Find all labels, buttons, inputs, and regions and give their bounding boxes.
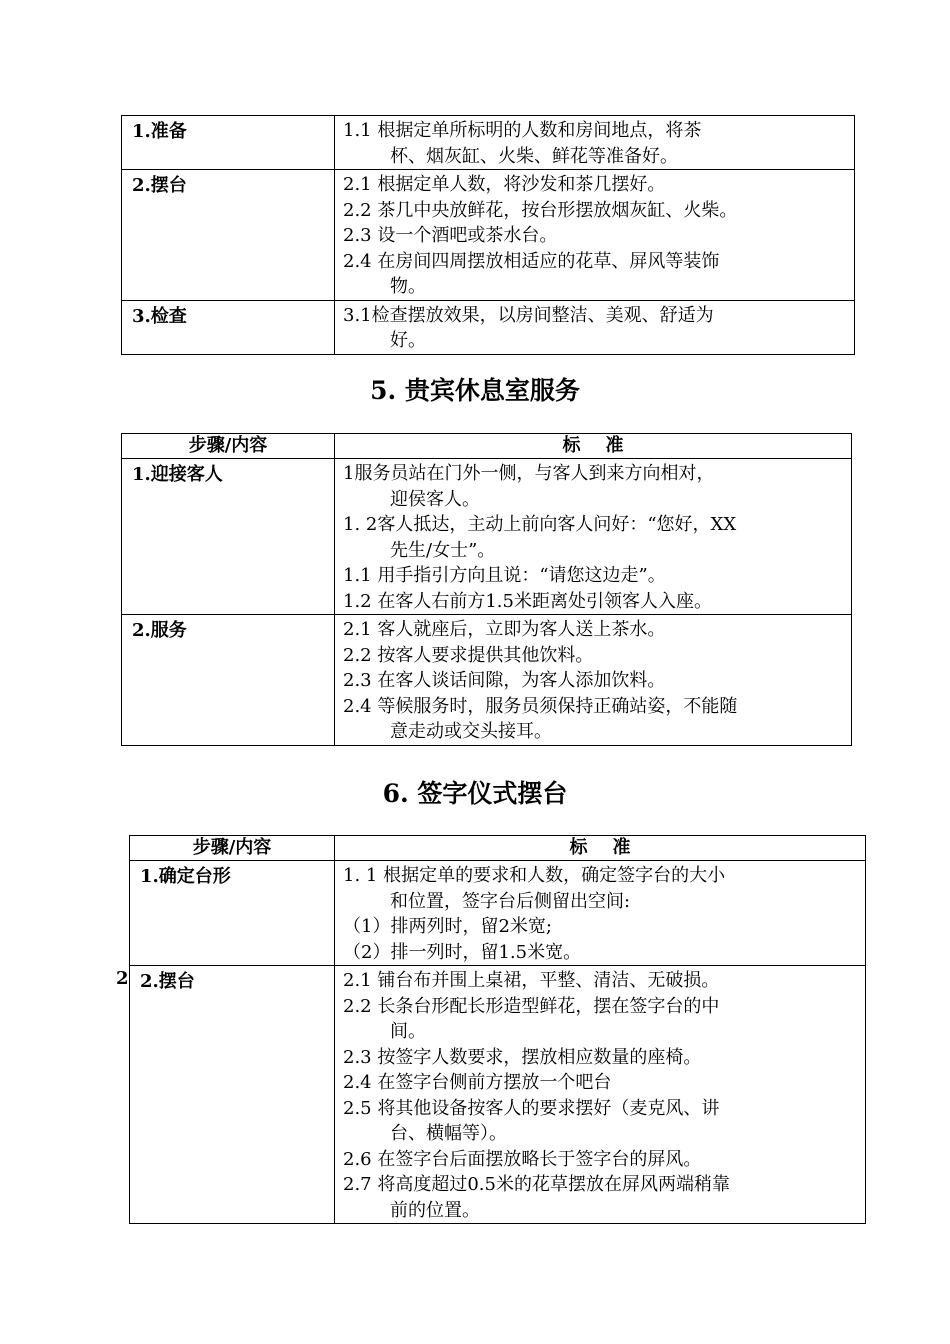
standard-line: 3.1检查摆放效果，以房间整洁、美观、舒适为 — [343, 304, 714, 326]
table-row — [122, 615, 852, 746]
table-row — [130, 861, 866, 966]
side-number: 2 — [116, 968, 129, 989]
table-1-body — [122, 116, 855, 355]
header-step: 步骤/内容 — [122, 434, 335, 459]
standard-line: 2.2 茶几中央放鲜花，按台形摆放烟灰缸、火柴。 — [343, 199, 738, 221]
table-row — [122, 170, 855, 301]
section-6-title: 6. 签字仪式摆台 — [382, 779, 568, 808]
standard-line: 前的位置。 — [390, 1199, 480, 1221]
standard-line: （1）排两列时，留2米宽; — [343, 916, 552, 937]
table-row — [130, 966, 866, 1224]
standard-line: 2.4 在房间四周摆放相适应的花草、屏风等装饰 — [343, 250, 720, 272]
table-row — [122, 116, 855, 170]
standard-cell — [335, 615, 852, 746]
standard-line: 先生/女士”。 — [390, 539, 496, 561]
standard-line: 2.7 将高度超过0.5米的花草摆放在屏风两端稍靠 — [343, 1174, 730, 1195]
standard-line: 2.1 铺台布并围上桌裙，平整、清洁、无破损。 — [343, 970, 720, 991]
standard-line: 2.3 在客人谈话间隙，为客人添加饮料。 — [343, 670, 666, 691]
standard-cell — [335, 966, 866, 1224]
standard-line: 台、横幅等）。 — [390, 1123, 507, 1144]
table-6 — [129, 835, 866, 1224]
standard-cell — [335, 459, 852, 615]
standard-line: 2.2 按客人要求提供其他饮料。 — [343, 644, 594, 666]
standard-line: 迎侯客人。 — [390, 488, 480, 510]
standard-cell — [335, 861, 866, 966]
standard-line: 1. 1 根据定单的要求和人数，确定签字台的大小 — [343, 865, 726, 886]
standard-line: 2.4 等候服务时，服务员须保持正确站姿，不能随 — [343, 695, 738, 717]
section-5-title: 5. 贵宾休息室服务 — [370, 376, 580, 405]
standard-line: 意走动或交头接耳。 — [390, 721, 552, 742]
standard-cell — [335, 300, 855, 354]
standard-line: 1服务员站在门外一侧，与客人到来方向相对， — [343, 463, 715, 484]
standard-line: 2.3 按签字人数要求，摆放相应数量的座椅。 — [343, 1046, 702, 1068]
table-5-header — [122, 434, 852, 459]
standard-line: 1.2 在客人右前方1.5米距离处引领客人入座。 — [343, 590, 712, 612]
header-standard: 标 准 — [335, 434, 852, 459]
standard-line: （2）排一列时，留1.5米宽。 — [343, 941, 582, 963]
standard-line: 1.1 用手指引方向且说：“请您这边走”。 — [343, 565, 666, 586]
step-cell: 1.确定台形 — [130, 861, 335, 966]
table-1 — [121, 115, 855, 355]
standard-cell — [335, 116, 855, 170]
table-row — [122, 300, 855, 354]
header-step: 步骤/内容 — [130, 836, 335, 861]
header-standard: 标 准 — [335, 836, 866, 861]
standard-line: 杯、烟灰缸、火柴、鲜花等准备好。 — [390, 145, 678, 167]
standard-line: 2.5 将其他设备按客人的要求摆好（麦克风、讲 — [343, 1097, 720, 1119]
standard-cell — [335, 170, 855, 301]
table-row — [122, 459, 852, 615]
standard-line: 2.2 长条台形配长形造型鲜花，摆在签字台的中 — [343, 995, 720, 1017]
standard-line: 和位置，签字台后侧留出空间: — [390, 890, 631, 912]
step-cell: 2.摆台 — [130, 966, 335, 1224]
table-5 — [121, 433, 852, 746]
standard-line: 物。 — [390, 276, 426, 297]
table-6-body — [130, 861, 866, 1224]
standard-line: 好。 — [390, 330, 426, 351]
step-cell: 1.迎接客人 — [122, 459, 335, 615]
step-cell: 1.准备 — [122, 116, 335, 170]
standard-line: 2.1 根据定单人数，将沙发和茶几摆好。 — [343, 174, 666, 195]
standard-line: 2.1 客人就座后，立即为客人送上茶水。 — [343, 619, 666, 640]
standard-line: 间。 — [390, 1021, 426, 1042]
standard-line: 2.6 在签字台后面摆放略长于签字台的屏风。 — [343, 1148, 702, 1170]
standard-line: 2.4 在签字台侧前方摆放一个吧台 — [343, 1072, 612, 1093]
standard-line: 1. 2客人抵达，主动上前向客人问好：“您好，XX — [343, 514, 737, 535]
standard-line: 2.3 设一个酒吧或茶水台。 — [343, 225, 558, 246]
step-cell: 2.服务 — [122, 615, 335, 746]
standard-line: 1.1 根据定单所标明的人数和房间地点，将茶 — [343, 120, 702, 141]
step-cell: 3.检查 — [122, 300, 335, 354]
table-5-body — [122, 459, 852, 746]
step-cell: 2.摆台 — [122, 170, 335, 301]
table-6-header — [130, 836, 866, 861]
